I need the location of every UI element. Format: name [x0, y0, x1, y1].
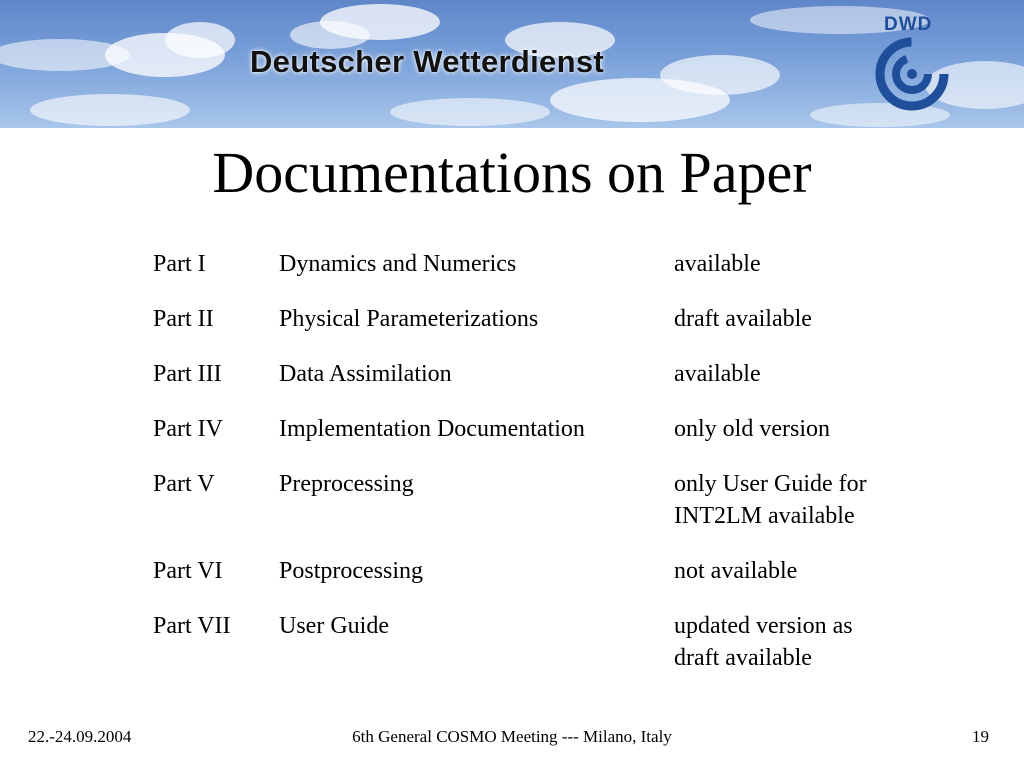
part-label: Part II [153, 306, 214, 332]
part-status [674, 610, 914, 674]
part-label: Part I [153, 251, 206, 277]
table-row [153, 358, 953, 390]
brand-name: Deutscher Wetterdienst [250, 44, 605, 79]
part-label: Part III [153, 361, 222, 387]
part-title: Dynamics and Numerics [279, 251, 517, 277]
part-label: Part VII [153, 613, 231, 639]
part-status: not available [674, 558, 798, 584]
table-row [153, 303, 953, 335]
page-number: 19 [972, 727, 989, 746]
header-banner [0, 0, 1024, 128]
part-status-line: only User Guide for [674, 471, 867, 497]
part-title: Data Assimilation [279, 361, 452, 387]
part-title: Implementation Documentation [279, 416, 585, 442]
part-title: Postprocessing [279, 558, 423, 584]
table-row [153, 413, 953, 445]
documentation-table [153, 248, 953, 697]
dwd-swirl-icon [874, 36, 950, 114]
part-status-line: draft available [674, 645, 812, 671]
table-row [153, 248, 953, 280]
footer-date: 22.-24.09.2004 [28, 727, 132, 746]
table-row [153, 468, 953, 532]
table-row [153, 555, 953, 587]
dwd-logo-text: DWD [884, 14, 933, 35]
footer-event: 6th General COSMO Meeting --- Milano, Italy [352, 727, 672, 746]
part-status: available [674, 361, 761, 387]
part-title: Physical Parameterizations [279, 306, 539, 332]
part-label: Part VI [153, 558, 223, 584]
part-title: Preprocessing [279, 471, 414, 497]
part-status-line: INT2LM available [674, 503, 855, 529]
part-label: Part IV [153, 416, 223, 442]
part-status-line: updated version as [674, 613, 853, 639]
slide-title: Documentations on Paper [212, 140, 812, 205]
part-status: available [674, 251, 761, 277]
slide-footer [0, 726, 1024, 748]
part-status [674, 468, 914, 532]
part-label: Part V [153, 471, 215, 497]
dwd-logo [874, 14, 950, 114]
part-status: draft available [674, 306, 812, 332]
part-title: User Guide [279, 613, 389, 639]
table-row [153, 610, 953, 674]
part-status: only old version [674, 416, 830, 442]
